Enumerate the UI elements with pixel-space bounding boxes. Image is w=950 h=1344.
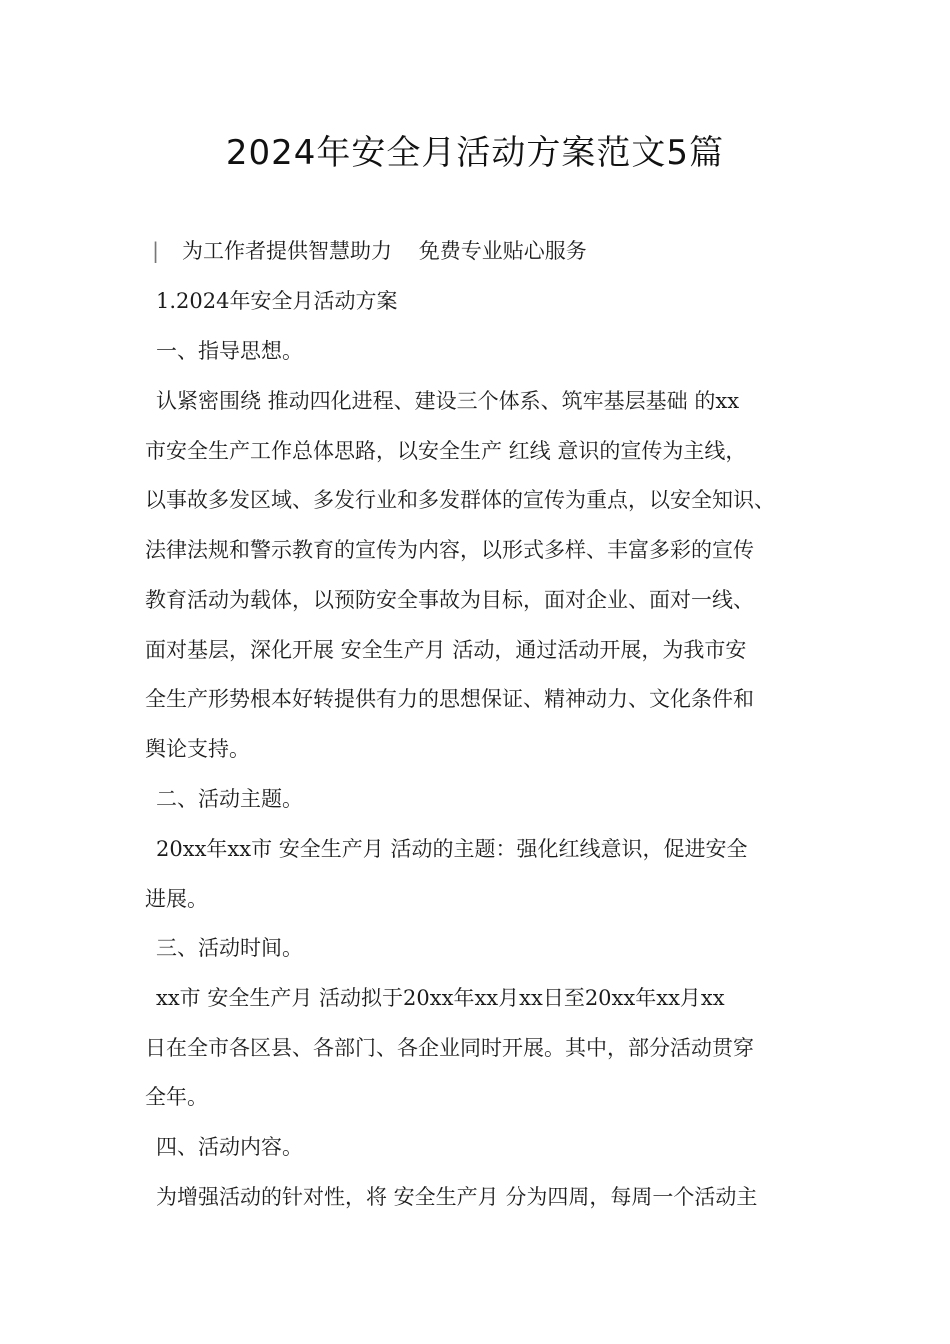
paragraph-line: 法律法规和警示教育的宣传为内容，以形式多样、丰富多彩的宣传 bbox=[145, 538, 754, 562]
paragraph-line: 全生产形势根本好转提供有力的思想保证、精神动力、文化条件和 bbox=[145, 687, 754, 711]
paragraph-line: 为增强活动的针对性，将 安全生产月 分为四周，每周一个活动主 bbox=[156, 1185, 758, 1209]
tagline-bar: | bbox=[152, 239, 160, 263]
paragraph-line: 20xx年xx市 安全生产月 活动的主题：强化红线意识，促进安全 bbox=[156, 837, 748, 861]
heading-activity-time: 三、活动时间。 bbox=[156, 936, 303, 960]
heading-activity-theme: 二、活动主题。 bbox=[156, 787, 303, 811]
heading-guiding-thought: 一、指导思想。 bbox=[156, 339, 303, 363]
paragraph-line: xx市 安全生产月 活动拟于20xx年xx月xx日至20xx年xx月xx bbox=[156, 986, 725, 1010]
paragraph-line: 日在全市各区县、各部门、各企业同时开展。其中，部分活动贯穿 bbox=[145, 1036, 754, 1060]
tagline bbox=[152, 236, 587, 266]
paragraph-line: 以事故多发区域、多发行业和多发群体的宣传为重点，以安全知识、 bbox=[145, 488, 775, 512]
paragraph-line: 教育活动为载体，以预防安全事故为目标，面对企业、面对一线、 bbox=[145, 588, 754, 612]
section-title: 1.2024年安全月活动方案 bbox=[156, 289, 398, 313]
paragraph-line: 认紧密围绕 推动四化进程、建设三个体系、筑牢基层基础 的xx bbox=[156, 389, 740, 413]
paragraph-line: 进展。 bbox=[145, 887, 208, 911]
heading-activity-content: 四、活动内容。 bbox=[156, 1135, 303, 1159]
paragraph-line: 市安全生产工作总体思路，以安全生产 红线 意识的宣传为主线， bbox=[145, 439, 747, 463]
paragraph-line: 全年。 bbox=[145, 1085, 208, 1109]
tagline-text: 为工作者提供智慧助力 免费专业贴心服务 bbox=[182, 239, 587, 263]
paragraph-line: 面对基层，深化开展 安全生产月 活动，通过活动开展，为我市安 bbox=[145, 638, 747, 662]
document-title: 2024年安全月活动方案范文5篇 bbox=[225, 133, 725, 173]
paragraph-line: 舆论支持。 bbox=[145, 737, 250, 761]
